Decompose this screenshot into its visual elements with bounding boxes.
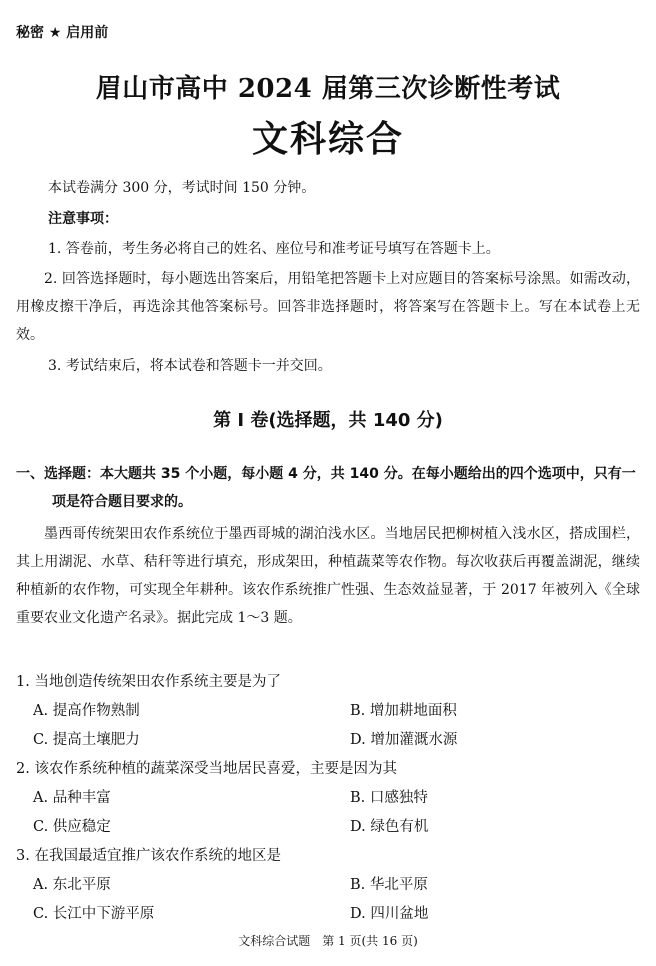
question-2-option-d: D. 绿色有机 [350, 819, 429, 835]
notice-item-2: 2. 回答选择题时，每小题选出答案后，用铅笔把答题卡上对应题目的答案标号涂黑。如需改动，用橡皮擦干净后，再选涂其他答案标号。回答非选择题时，将答案写在答题卡上。写在本试卷上无效。 [16, 271, 640, 343]
exam-title: 眉山市高中 2024 届第三次诊断性考试 [95, 74, 561, 104]
part-1-heading: 第 Ⅰ 卷(选择题，共 140 分) [213, 410, 443, 431]
notice-heading: 注意事项： [48, 211, 118, 227]
question-1-option-d: D. 增加灌溉水源 [350, 732, 458, 748]
question-3-option-c: C. 长江中下游平原 [33, 906, 155, 922]
question-3-option-b: B. 华北平原 [350, 877, 428, 893]
exam-subject: 文科综合 [251, 118, 404, 160]
question-3-option-a: A. 东北平原 [33, 877, 111, 893]
total-score-note: 本试卷满分 300 分，考试时间 150 分钟。 [48, 180, 316, 196]
question-2-option-a: A. 品种丰富 [33, 790, 111, 806]
page-footer: 文科综合试题 第 1 页(共 16 页) [238, 934, 418, 948]
notice-item-3: 3. 考试结束后，将本试卷和答题卡一并交回。 [48, 358, 332, 374]
question-2-option-b: B. 口感独特 [350, 790, 428, 806]
question-1-option-c: C. 提高土壤肥力 [33, 732, 140, 748]
confidentiality-label: 秘密 ★ 启用前 [16, 25, 109, 41]
question-2-option-c: C. 供应稳定 [33, 819, 111, 835]
section-1-heading: 一、选择题：本大题共 35 个小题，每小题 4 分，共 140 分。在每小题给出的四个选项中，只有一项是符合题目要求的。 [16, 466, 636, 510]
reading-passage: 墨西哥传统架田农作系统位于墨西哥城的湖泊浅水区。当地居民把柳树植入浅水区，搭成围栏，其上用湖泥、水草、秸秆等进行填充，形成架田，种植蔬菜等农作物。每次收获后再覆盖湖泥，继续种植新的农作物，可实现全年耕种。该农作系统推广性强、生态效益显著，于 2017 年被列入《全球重要农业文化遗产名录》。据此完成 1～3 题。 [16, 526, 640, 626]
question-3-option-d: D. 四川盆地 [350, 906, 429, 922]
question-1-option-a: A. 提高作物熟制 [33, 703, 140, 719]
question-1-option-b: B. 增加耕地面积 [350, 703, 457, 719]
question-2-stem: 2. 该农作系统种植的蔬菜深受当地居民喜爱，主要是因为其 [16, 761, 397, 777]
question-3-stem: 3. 在我国最适宜推广该农作系统的地区是 [16, 848, 281, 864]
notice-item-1: 1. 答卷前，考生务必将自己的姓名、座位号和准考证号填写在答题卡上。 [48, 241, 500, 257]
question-1-stem: 1. 当地创造传统架田农作系统主要是为了 [16, 674, 281, 690]
